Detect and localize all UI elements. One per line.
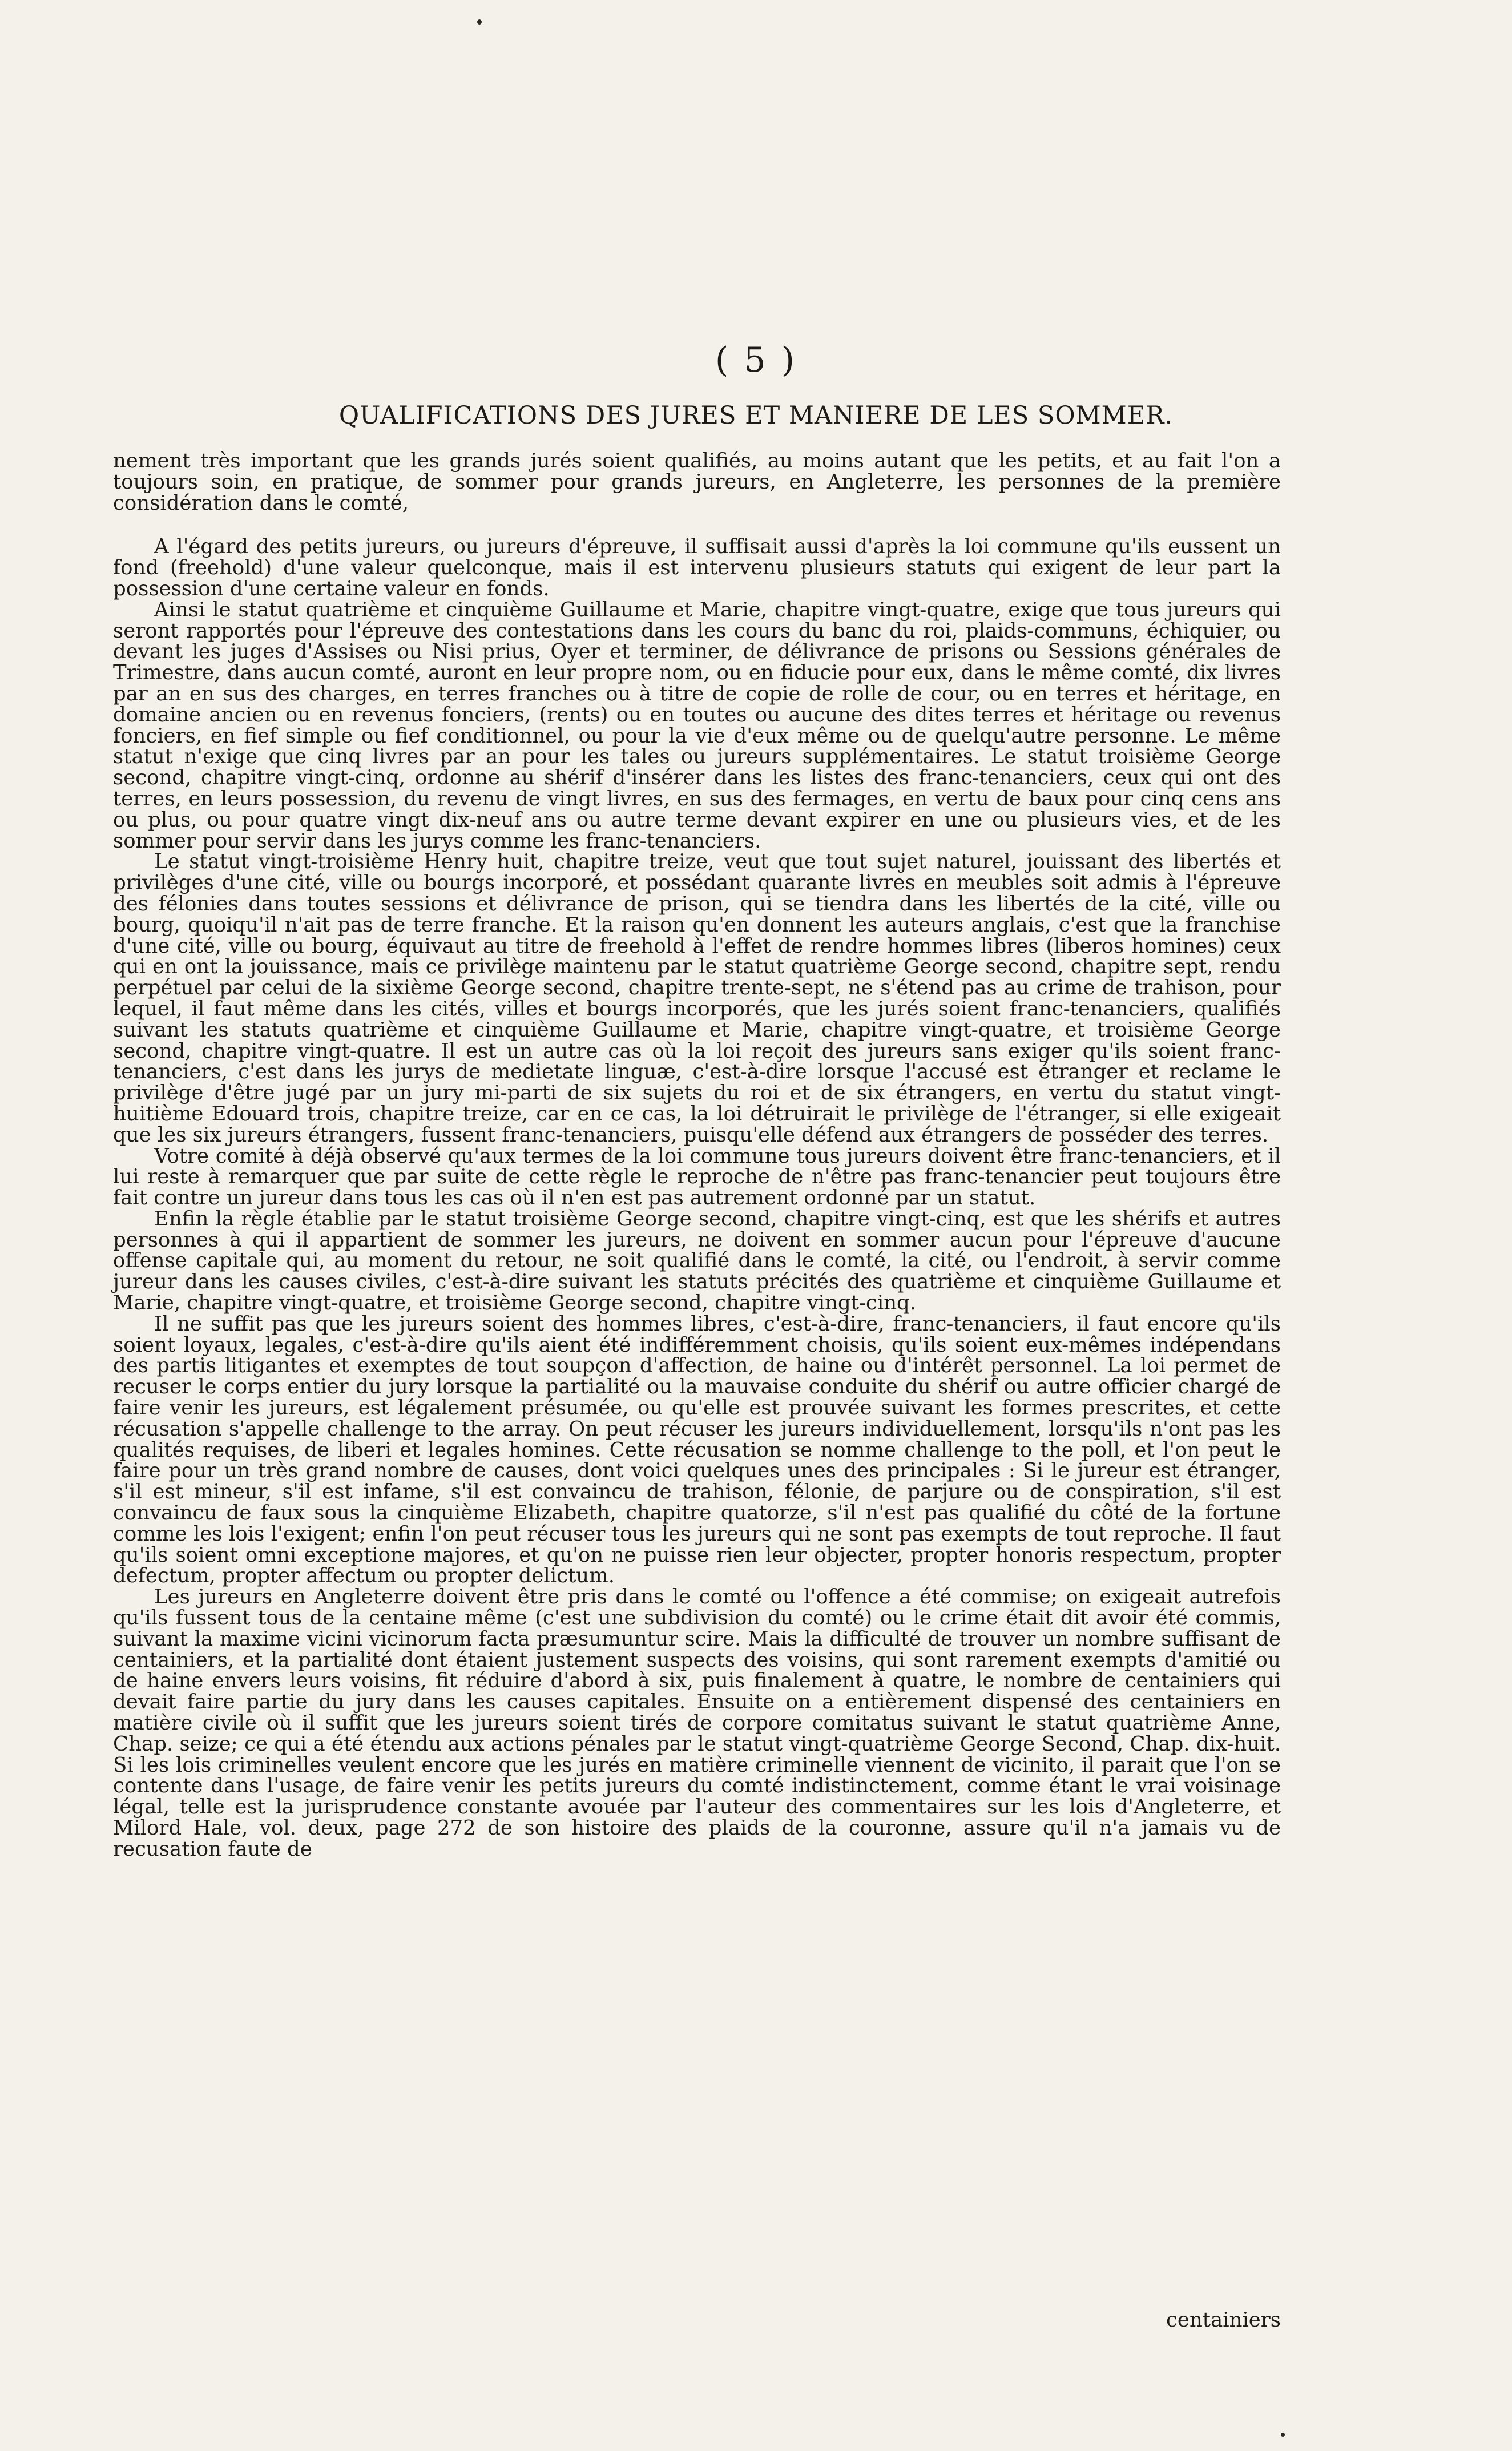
- body-text: [113, 451, 1281, 1860]
- paragraph: Enfin la règle établie par le statut troisième George second, chapitre vingt-cinq, est que les shérifs et autres personnes à qui il appartient de sommer les jureurs, ne doivent en sommer aucun pour l'épreuve d'aucune offense capitale qui, au moment du retour, ne soit qualifié dans le comté, la cité, ou l'endroit, à servir comme jureur dans les causes civiles, c'est-à-dire suivant les statuts précités des quatrième et cinquième Guillaume et Marie, chapitre vingt-quatre, et troisième George second, chapitre vingt-cinq.: [113, 1207, 1281, 1315]
- paragraph: Les jureurs en Angleterre doivent être pris dans le comté ou l'offence a été commise; on exigeait autrefois qu'ils fussent tous de la centaine même (c'est une subdivision du comté) ou le crime était dit avoir été commis, suivant la maxime vicini vicinorum facta præsumuntur scire. Mais la difficulté de trouver un nombre suffisant de centainiers, et la partialité dont étaient justement suspects des voisins, qui sont rarement exempts d'amitié ou de haine envers leurs voisins, fit réduire d'abord à six, puis finalement à quatre, le nombre de centainiers qui devait faire partie du jury dans les causes capitales. Ensuite on a entièrement dispensé des centainiers en matière civile où il suffit que les jureurs soient tirés de corpore comitatus suivant le statut quatrième Anne, Chap. seize; ce qui a été étendu aux actions pénales par le statut vingt-quatrième George Second, Chap. dix-huit. Si les lois criminelles veulent encore que les jurés en matière criminelle viennent de vicinito, il parait que l'on se contente dans l'usage, de faire venir les petits jureurs du comté indistinctement, comme étant le vrai voisinage légal, telle est la jurisprudence constante avouée par l'auteur des commentaires sur les lois d'Angleterre, et Milord Hale, vol. deux, page 272 de son histoire des plaids de la couronne, assure qu'il n'a jamais vu de recusation faute de: [113, 1585, 1281, 1861]
- paragraph: Il ne suffit pas que les jureurs soient des hommes libres, c'est-à-dire, franc-tenanciers, il faut encore qu'ils soient loyaux, legales, c'est-à-dire qu'ils aient été indifféremment choisis, qu'ils soient eux-mêmes indépendans des partis litigantes et exemptes de tout soupçon d'affection, de haine ou d'intérêt personnel. La loi permet de recuser le corps entier du jury lorsque la partialité ou la mauvaise conduite du shérif ou autre officier chargé de faire venir les jureurs, est légalement présumée, ou qu'elle est prouvée suivant les formes prescrites, et cette récusation s'appelle challenge to the array. On peut récuser les jureurs individuellement, lorsqu'ils n'ont pas les qualités requises, de liberi et legales homines. Cette récusation se nomme challenge to the poll, et l'on peut le faire pour un très grand nombre de causes, dont voici quelques unes des principales : Si le jureur est étranger, s'il est mineur, s'il est infame, s'il est convaincu de trahison, félonie, de parjure ou de conspiration, s'il est convaincu de faux sous la cinquième Elizabeth, chapitre quatorze, s'il n'est pas qualifié du côté de la fortune comme les lois l'exigent; enfin l'on peut récuser tous les jureurs qui ne sont pas exempts de tout reproche. Il faut qu'ils soient omni exceptione majores, et qu'on ne puisse rien leur objecter, propter honoris respectum, propter defectum, propter affectum ou propter delictum.: [113, 1312, 1281, 1588]
- paragraph: Votre comité à déjà observé qu'aux termes de la loi commune tous jureurs doivent être franc-tenanciers, et il lui reste à remarquer que par suite de cette règle le reproche de n'être pas franc-tenancier peut toujours être fait contre un jureur dans tous les cas où il n'en est pas autrement ordonné par un statut.: [113, 1144, 1281, 1210]
- paragraph: Le statut vingt-troisième Henry huit, chapitre treize, veut que tout sujet naturel, jouissant des libertés et privilèges d'une cité, ville ou bourgs incorporé, et possédant quarante livres en meubles soit admis à l'épreuve des félonies dans toutes sessions et délivrance de prison, qui se tiendra dans les libertés de la cité, ville ou bourg, quoiqu'il n'ait pas de terre franche. Et la raison qu'en donnent les auteurs anglais, c'est que la franchise d'une cité, ville ou bourg, équivaut au titre de freehold à l'effet de rendre hommes libres (liberos homines) ceux qui en ont la jouissance, mais ce privilège maintenu par le statut quatrième George second, chapitre sept, rendu perpétuel par celui de la sixième George second, chapitre trente-sept, ne s'étend pas au crime de trahison, pour lequel, il faut même dans les cités, villes et bourgs incorporés, que les jurés soient franc-tenanciers, qualifiés suivant les statuts quatrième et cinquième Guillaume et Marie, chapitre vingt-quatre, et troisième George second, chapitre vingt-quatre. Il est un autre cas où la loi reçoit des jureurs sans exiger qu'ils soient franc-tenanciers, c'est dans les jurys de medietate linguæ, c'est-à-dire lorsque l'accusé est étranger et reclame le privilège d'être jugé par un jury mi-parti de six sujets du roi et de six étrangers, en vertu du statut vingt-huitième Edouard trois, chapitre treize, car en ce cas, la loi détruirait le privilège de l'étranger, si elle exigeait que les six jureurs étrangers, fussent franc-tenanciers, puisqu'elle défend aux étrangers de posséder des terres.: [113, 850, 1281, 1147]
- running-head: QUALIFICATIONS DES JURES ET MANIERE DE LES SOMMER.: [338, 401, 1174, 430]
- paragraph: nement très important que les grands jurés soient qualifiés, au moins autant que les petits, et au fait l'on a toujours soin, en pratique, de sommer pour grands jureurs, en Angleterre, les personnes de la première considération dans le comté,: [113, 449, 1281, 515]
- ink-speck: [1281, 2433, 1285, 2437]
- paragraph: Ainsi le statut quatrième et cinquième Guillaume et Marie, chapitre vingt-quatre, exige que tous jureurs qui seront rapportés pour l'épreuve des contestations dans les cours du banc du roi, plaids-communs, échiquier, ou devant les juges d'Assises ou Nisi prius, Oyer et terminer, de délivrance de prisons ou Sessions générales de Trimestre, dans aucun comté, auront en leur propre nom, ou en fiducie pour eux, dans le même comté, dix livres par an en sus des charges, en terres franches ou à titre de copie de rolle de cour, ou en terres et héritage, en domaine ancien ou en revenus fonciers, (rents) ou en toutes ou aucune des dites terres et héritage ou revenus fonciers, en fief simple ou fief conditionnel, ou pour la vie d'eux même ou de quelqu'autre personne. Le même statut n'exige que cinq livres par an pour les tales ou jureurs supplémentaires. Le statut troisième George second, chapitre vingt-cinq, ordonne au shérif d'insérer dans les listes des franc-tenanciers, ceux qui ont des terres, en leurs possession, du revenu de vingt livres, en sus des fermages, en vertu de baux pour cinq cens ans ou plus, ou pour quatre vingt dix-neuf ans ou autre terme devant expirer en une ou plusieurs vies, et de les sommer pour servir dans les jurys comme les franc-tenanciers.: [113, 598, 1281, 853]
- catchword: centainiers: [1166, 2308, 1281, 2332]
- page-number: ( 5 ): [715, 340, 797, 380]
- ink-speck: [477, 19, 482, 25]
- paragraph: A l'égard des petits jureurs, ou jureurs d'épreuve, il suffisait aussi d'après la loi commune qu'ils eussent un fond (freehold) d'une valeur quelconque, mais il est intervenu plusieurs statuts qui exigent de leur part la possession d'une certaine valeur en fonds.: [113, 535, 1281, 600]
